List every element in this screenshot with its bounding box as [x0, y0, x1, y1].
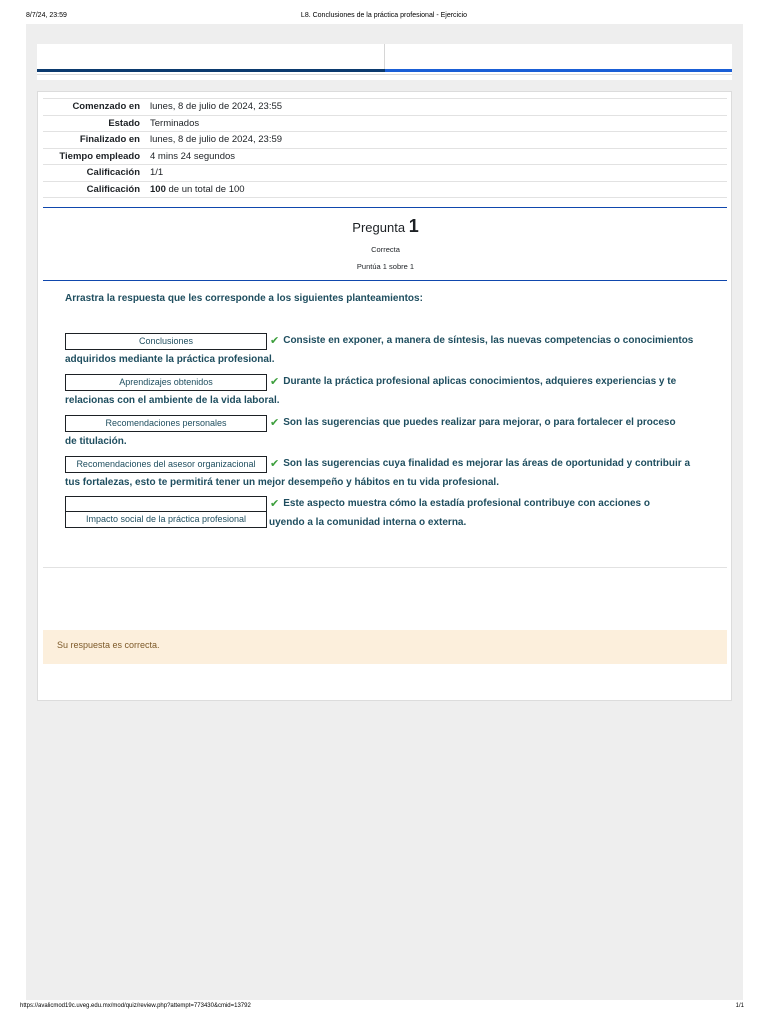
- summary-label: Comenzado en: [43, 99, 145, 116]
- attempt-summary-table: [43, 98, 727, 198]
- progress-bar: [37, 69, 732, 72]
- summary-label: Finalizado en: [43, 132, 145, 149]
- table-row: [43, 165, 727, 182]
- summary-label: Estado: [43, 115, 145, 132]
- summary-value: lunes, 8 de julio de 2024, 23:59: [145, 132, 727, 149]
- check-icon: ✔: [270, 376, 280, 388]
- summary-value: 4 mins 24 segundos: [145, 148, 727, 165]
- statement-text: Este aspecto muestra cómo la estadía profesional contribuye con acciones o: [283, 498, 651, 509]
- statement-text-cont: uyendo a la comunidad interna o externa.: [269, 516, 467, 528]
- statement-text: Son las sugerencias cuya finalidad es mejorar las áreas de oportunidad y contribuir a: [283, 458, 691, 469]
- summary-label: Calificación: [43, 181, 145, 198]
- check-icon: ✔: [270, 498, 280, 510]
- drop-statement: [65, 373, 710, 410]
- nav-divider: [384, 44, 385, 71]
- drag-answer-chip[interactable]: Impacto social de la práctica profesional: [65, 511, 267, 528]
- statement-text: Durante la práctica profesional aplicas conocimientos, adquieres experiencias y te: [283, 376, 677, 387]
- table-row: [43, 115, 727, 132]
- statement-text-cont: relacionas con el ambiente de la vida laboral.: [65, 394, 280, 406]
- question-title: [38, 216, 733, 237]
- statement-text-cont: de titulación.: [65, 435, 127, 447]
- question-header: [38, 216, 733, 271]
- drop-zone[interactable]: Conclusiones: [65, 333, 267, 350]
- print-datetime: 8/7/24, 23:59: [26, 12, 67, 19]
- print-header: [0, 12, 768, 24]
- print-page-number: 1/1: [735, 1003, 744, 1009]
- summary-label: Tiempo empleado: [43, 148, 145, 165]
- progress-bar-left-shade: [37, 69, 385, 72]
- question-grade: Puntúa 1 sobre 1: [356, 262, 415, 271]
- table-row: [43, 148, 727, 165]
- summary-value: Terminados: [145, 115, 727, 132]
- nav-underline: [37, 74, 732, 75]
- drop-statement: [65, 414, 710, 451]
- drop-statement: [65, 332, 710, 369]
- print-footer: [0, 1003, 768, 1015]
- quiz-review-card: [37, 91, 732, 701]
- summary-label: Calificación: [43, 165, 145, 182]
- summary-value: [145, 181, 727, 198]
- print-url: https://avalicmod19c.uveg.edu.mx/mod/quiz/review.php?attempt=773430&cmid=13792: [20, 1003, 251, 1009]
- question-label: Pregunta: [352, 220, 406, 235]
- question-prompt: Arrastra la respuesta que les corresponde a los siguientes planteamientos:: [65, 293, 423, 304]
- summary-value: 1/1: [145, 165, 727, 182]
- table-row: [43, 181, 727, 198]
- statement-text: Consiste en exponer, a manera de síntesis, las nuevas competencias o conocimientos: [283, 335, 694, 346]
- statement-text-cont: tus fortalezas, esto te permitirá tener un mejor desempeño y hábitos en tu vida profesional.: [65, 476, 499, 488]
- table-row: [43, 99, 727, 116]
- statement-text-cont: adquiridos mediante la práctica profesional.: [65, 353, 275, 365]
- drop-zone[interactable]: Recomendaciones personales: [65, 415, 267, 432]
- question-header-top-rule: [43, 207, 727, 208]
- print-doc-title: L8. Conclusiones de la práctica profesional - Ejercicio: [300, 12, 468, 19]
- score-total: de un total de 100: [168, 183, 245, 195]
- quiz-navigation-bar: [37, 44, 732, 80]
- question-number: 1: [408, 216, 419, 236]
- drop-zone[interactable]: Recomendaciones del asesor organizacional: [65, 456, 267, 473]
- question-header-bottom-rule: [43, 280, 727, 281]
- feedback-box: Su respuesta es correcta.: [43, 630, 727, 664]
- check-icon: ✔: [270, 335, 280, 347]
- drop-zone[interactable]: Aprendizajes obtenidos: [65, 374, 267, 391]
- question-state: Correcta: [371, 245, 400, 254]
- drop-zone-empty[interactable]: [65, 496, 267, 513]
- table-row: [43, 132, 727, 149]
- summary-value: lunes, 8 de julio de 2024, 23:55: [145, 99, 727, 116]
- progress-bar-right: [385, 69, 732, 72]
- statement-text: Son las sugerencias que puedes realizar para mejorar, o para fortalecer el proceso: [283, 417, 676, 428]
- question-footer-rule: [43, 567, 727, 568]
- check-icon: ✔: [270, 458, 280, 470]
- score-value: 100: [150, 183, 166, 195]
- drop-statement: [65, 455, 710, 492]
- check-icon: ✔: [270, 417, 280, 429]
